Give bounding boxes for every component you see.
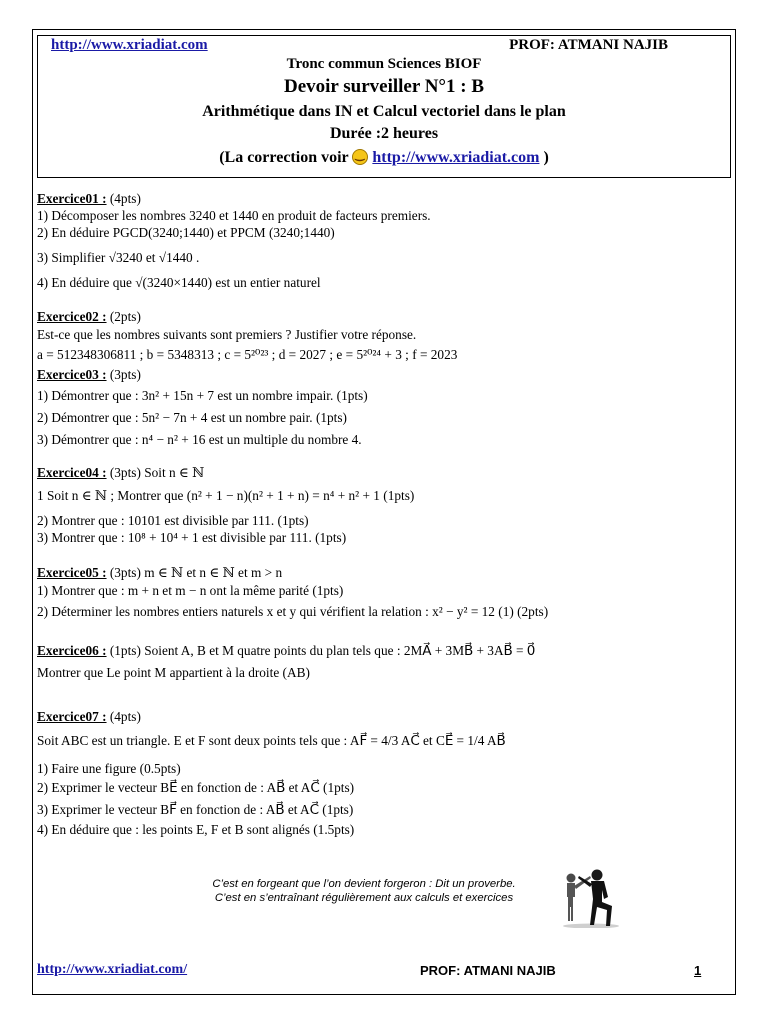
exercise-label: Exercice01 : xyxy=(37,191,107,206)
header-subject: Arithmétique dans IN et Calcul vectoriel dans le plan xyxy=(202,103,566,120)
exercise-6-line-1: Montrer que Le point M appartient à la droite (AB) xyxy=(37,665,310,680)
exercise-3-line-2: 2) Démontrer que : 5n² − 7n + 4 est un nombre pair. (1pts) xyxy=(37,410,347,425)
exercise-6-title xyxy=(37,642,535,660)
exercise-points: (3pts) xyxy=(106,367,141,382)
smiley-face-icon xyxy=(352,149,368,165)
exercise-1-title xyxy=(37,190,141,208)
exercise-1-line-2: 2) En déduire PGCD(3240;1440) et PPCM (3240;1440) xyxy=(37,225,335,240)
header-duration: Durée :2 heures xyxy=(329,125,439,142)
exercise-points: (1pts) Soient A, B et M quatre points du plan tels que : 2MA⃗ + 3MB⃗ + 3AB⃗ = 0⃗ xyxy=(106,643,536,658)
exercise-points: (3pts) m ∈ ℕ et n ∈ ℕ et m > n xyxy=(106,565,283,580)
exercise-7-title xyxy=(37,708,141,726)
exercise-3-title xyxy=(37,366,141,384)
exercise-label: Exercice02 : xyxy=(37,309,107,324)
exercise-label: Exercice07 : xyxy=(37,709,107,724)
exercise-2-line-2: a = 512348306811 ; b = 5348313 ; c = 5²⁰²³ ; d = 2027 ; e = 5²⁰²⁴ + 3 ; f = 2023 xyxy=(37,347,458,362)
exercise-7-line-2: 1) Faire une figure (0.5pts) xyxy=(37,761,181,776)
exercise-7-line-4: 3) Exprimer le vecteur BF⃗ en fonction de : AB⃗ et AC⃗ (1pts) xyxy=(37,802,354,817)
header-box xyxy=(37,35,731,178)
exercise-5-line-1: 1) Montrer que : m + n et m − n ont la même parité (1pts) xyxy=(37,583,344,598)
header-prof: PROF: ATMANI NAJIB xyxy=(509,37,668,53)
exercise-1-line-1: 1) Décomposer les nombres 3240 et 1440 en produit de facteurs premiers. xyxy=(37,208,431,223)
correction-prefix: (La correction voir xyxy=(219,149,349,166)
exercise-label: Exercice06 : xyxy=(37,643,107,658)
exercise-points: (2pts) xyxy=(106,309,141,324)
exercise-4-line-1: 1 Soit n ∈ ℕ ; Montrer que (n² + 1 − n)(n² + 1 + n) = n⁴ + n² + 1 (1pts) xyxy=(37,488,415,503)
footer-prof: PROF: ATMANI NAJIB xyxy=(420,963,556,978)
exercise-5-line-2: 2) Déterminer les nombres entiers naturels x et y qui vérifient la relation : x² − y² = 12 (1) (2pts) xyxy=(37,604,549,619)
proverb-quote xyxy=(178,877,550,905)
proverb-line-2: C’est en s’entraînant régulièrement aux calculs et exercices xyxy=(214,892,514,904)
exercise-1-line-4: 4) En déduire que √(3240×1440) est un entier naturel xyxy=(37,275,321,290)
footer-site-link[interactable]: http://www.xriadiat.com/ xyxy=(37,962,188,977)
exercise-1-line-3: 3) Simplifier √3240 et √1440 . xyxy=(37,250,200,265)
exercise-points: (3pts) Soit n ∈ ℕ xyxy=(106,465,205,480)
header-level: Tronc commun Sciences BIOF xyxy=(286,56,482,72)
header-title: Devoir surveiller N°1 : B xyxy=(283,76,485,97)
proverb-line-1: C’est en forgeant que l’on devient forgeron : Dit un proverbe. xyxy=(212,878,516,890)
header-site-link[interactable]: http://www.xriadiat.com xyxy=(51,37,208,53)
exercise-2-line-1: Est-ce que les nombres suivants sont premiers ? Justifier votre réponse. xyxy=(37,327,417,342)
correction-link[interactable]: http://www.xriadiat.com xyxy=(372,149,540,166)
exercise-7-line-3: 2) Exprimer le vecteur BE⃗ en fonction de : AB⃗ et AC⃗ (1pts) xyxy=(37,780,355,795)
exercise-4-line-3: 3) Montrer que : 10⁸ + 10⁴ + 1 est divisible par 111. (1pts) xyxy=(37,530,347,545)
exercise-2-title xyxy=(37,308,141,326)
exercise-label: Exercice05 : xyxy=(37,565,107,580)
exercise-label: Exercice03 : xyxy=(37,367,107,382)
exercise-points: (4pts) xyxy=(106,709,141,724)
exercise-7-line-5: 4) En déduire que : les points E, F et B sont alignés (1.5pts) xyxy=(37,822,355,837)
exercise-4-title xyxy=(37,464,204,482)
adult-child-silhouette-icon xyxy=(560,862,622,928)
header-correction xyxy=(38,149,730,167)
exercise-5-title xyxy=(37,564,282,582)
exercise-3-line-3: 3) Démontrer que : n⁴ − n² + 16 est un multiple du nombre 4. xyxy=(37,432,362,447)
correction-suffix: ) xyxy=(539,149,549,166)
exercise-4-line-2: 2) Montrer que : 10101 est divisible par 111. (1pts) xyxy=(37,513,309,528)
exercise-7-line-1: Soit ABC est un triangle. E et F sont deux points tels que : AF⃗ = 4/3 AC⃗ et CE⃗ = 1/4 AB⃗ xyxy=(37,733,506,748)
page-number: 1 xyxy=(694,963,702,978)
exercise-3-line-1: 1) Démontrer que : 3n² + 15n + 7 est un nombre impair. (1pts) xyxy=(37,388,368,403)
exercise-label: Exercice04 : xyxy=(37,465,107,480)
exercise-points: (4pts) xyxy=(106,191,141,206)
